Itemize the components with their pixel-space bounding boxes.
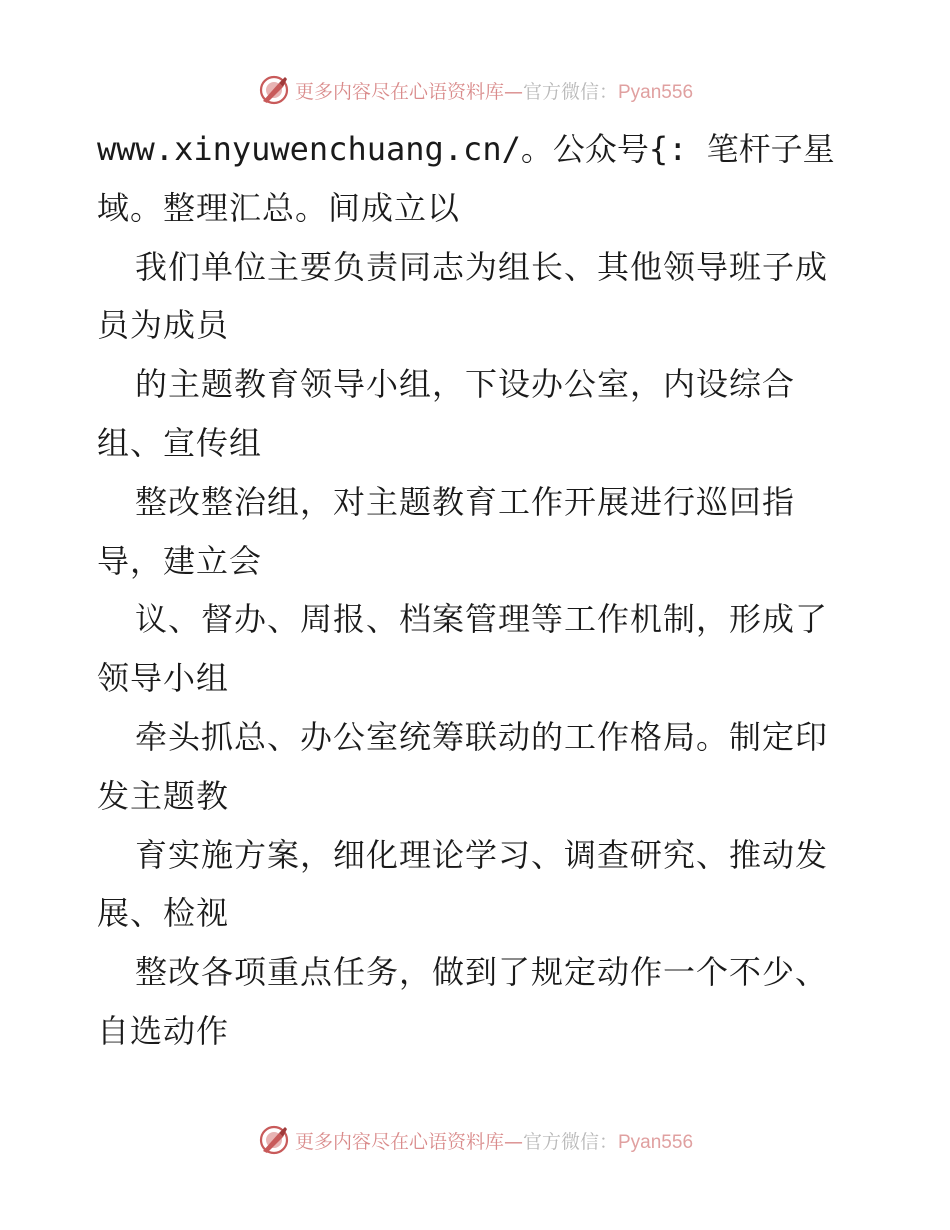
text-line: 整改整治组，对主题教育工作开展进行巡回指: [135, 482, 796, 521]
text-line: 牵头抓总、办公室统筹联动的工作格局。制定印: [135, 717, 829, 756]
text-line: 整改各项重点任务，做到了规定动作一个不少、: [135, 953, 829, 992]
text-line: www.xinyuwenchuang.cn/。公众号{: 笔杆子星: [97, 130, 835, 168]
text-line: 育实施方案，细化理论学习、调查研究、推动发: [135, 835, 829, 874]
header-banner: [0, 70, 950, 110]
text-line: 议、督办、周报、档案管理等工作机制，形成了: [135, 600, 829, 639]
text-line: 自选动作: [97, 1011, 230, 1050]
text-line: 领导小组: [97, 659, 230, 698]
pen-nib-logo-icon: [257, 1123, 291, 1157]
text-line: 发主题教: [97, 776, 230, 815]
banner-main-text: 更多内容尽在心语资料库—: [294, 80, 523, 103]
banner-text: [295, 77, 693, 104]
footer-banner: [0, 1120, 950, 1160]
document-body: [97, 120, 857, 1061]
text-line: 导，建立会: [97, 541, 263, 580]
pen-nib-logo-icon: [257, 73, 291, 107]
banner-wechat-id: Pyan556: [618, 1131, 694, 1153]
text-line: 展、检视: [97, 894, 230, 933]
banner-main-text: 更多内容尽在心语资料库—: [294, 1130, 523, 1153]
text-line: 域。整理汇总。间成立以: [97, 188, 461, 227]
text-line: 我们单位主要负责同志为组长、其他领导班子成: [135, 247, 829, 286]
text-line: 的主题教育领导小组，下设办公室，内设综合: [135, 365, 796, 404]
text-line: 员为成员: [97, 306, 230, 345]
text-line: 组、宣传组: [97, 423, 263, 462]
banner-text: [295, 1127, 693, 1154]
banner-wechat-label: 官方微信：: [522, 80, 618, 103]
banner-wechat-label: 官方微信：: [522, 1130, 618, 1153]
banner-wechat-id: Pyan556: [618, 81, 694, 103]
